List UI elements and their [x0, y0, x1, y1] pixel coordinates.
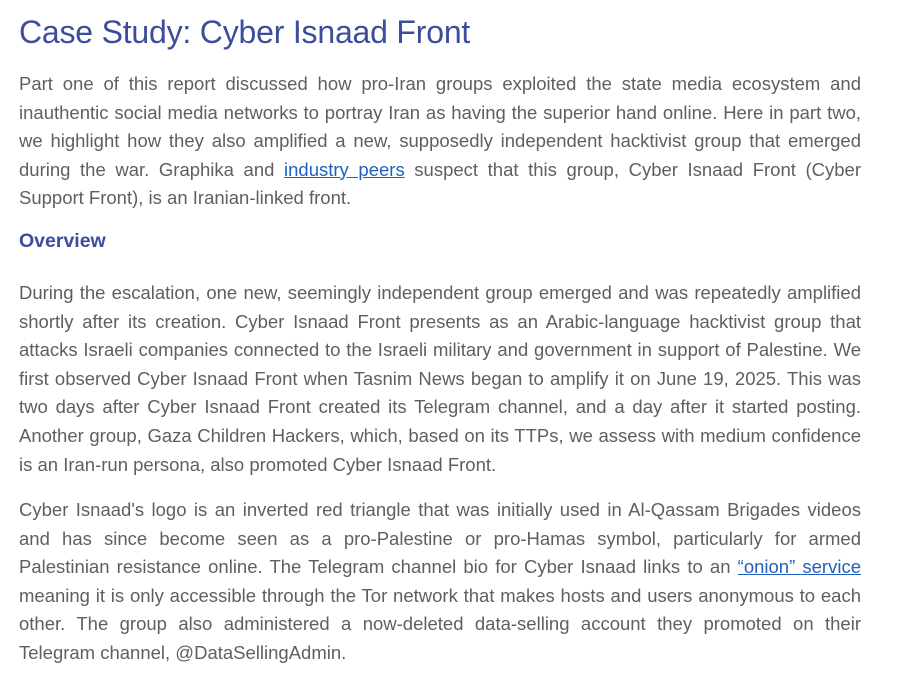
overview-paragraph: During the escalation, one new, seemingly independent group emerged and was repeatedly amplified shortly after its creation. Cyber Isnaad Front presents as an Arabic-language hacktivist group that attacks Israeli companies connected to the Israeli military and government in support of Palestine. We first observed Cyber Isnaad Front when Tasnim News began to amplify it on June 19, 2025. This was two days after Cyber Isnaad Front created its Telegram channel, and a day after it started posting. Another group, Gaza Children Hackers, which, based on its TTPs, we assess with medium confidence is an Iran-run persona, also promoted Cyber Isnaad Front. [19, 282, 861, 475]
page-title: Case Study: Cyber Isnaad Front [19, 14, 471, 50]
intro-text-after-link: suspect that this group, Cyber Isnaad Front (Cyber Support Front), is an Iranian-linked front. [19, 158, 861, 209]
onion-service-link[interactable]: “onion” service [737, 556, 861, 578]
logo-text-before-link: Cyber Isnaad's logo is an inverted red triangle that was initially used in Al-Qassam Brigades videos and has since become seen as a pro-Palestine or pro-Hamas symbol, particularly for armed Palestinian resistance online. The Telegram channel bio for Cyber Isnaad links to an [19, 499, 861, 578]
logo-text-after-link: meaning it is only accessible through the Tor network that makes hosts and users anonymous to each other. The group also administered a now-deleted data-selling account they promoted on their Telegram channel, @DataSellingAdmin. [19, 584, 861, 663]
logo-paragraph [19, 496, 861, 668]
industry-peers-link[interactable]: industry peers [284, 158, 405, 180]
intro-paragraph [19, 70, 861, 213]
overview-heading: Overview [19, 230, 106, 252]
intro-text-before-link: Part one of this report discussed how pro-Iran groups exploited the state media ecosystem and inauthentic social media networks to portray Iran as having the superior hand online. Here in part two, we highlight how they also amplified a new, supposedly independent hacktivist group that emerged during the war. Graphika and [19, 73, 861, 180]
